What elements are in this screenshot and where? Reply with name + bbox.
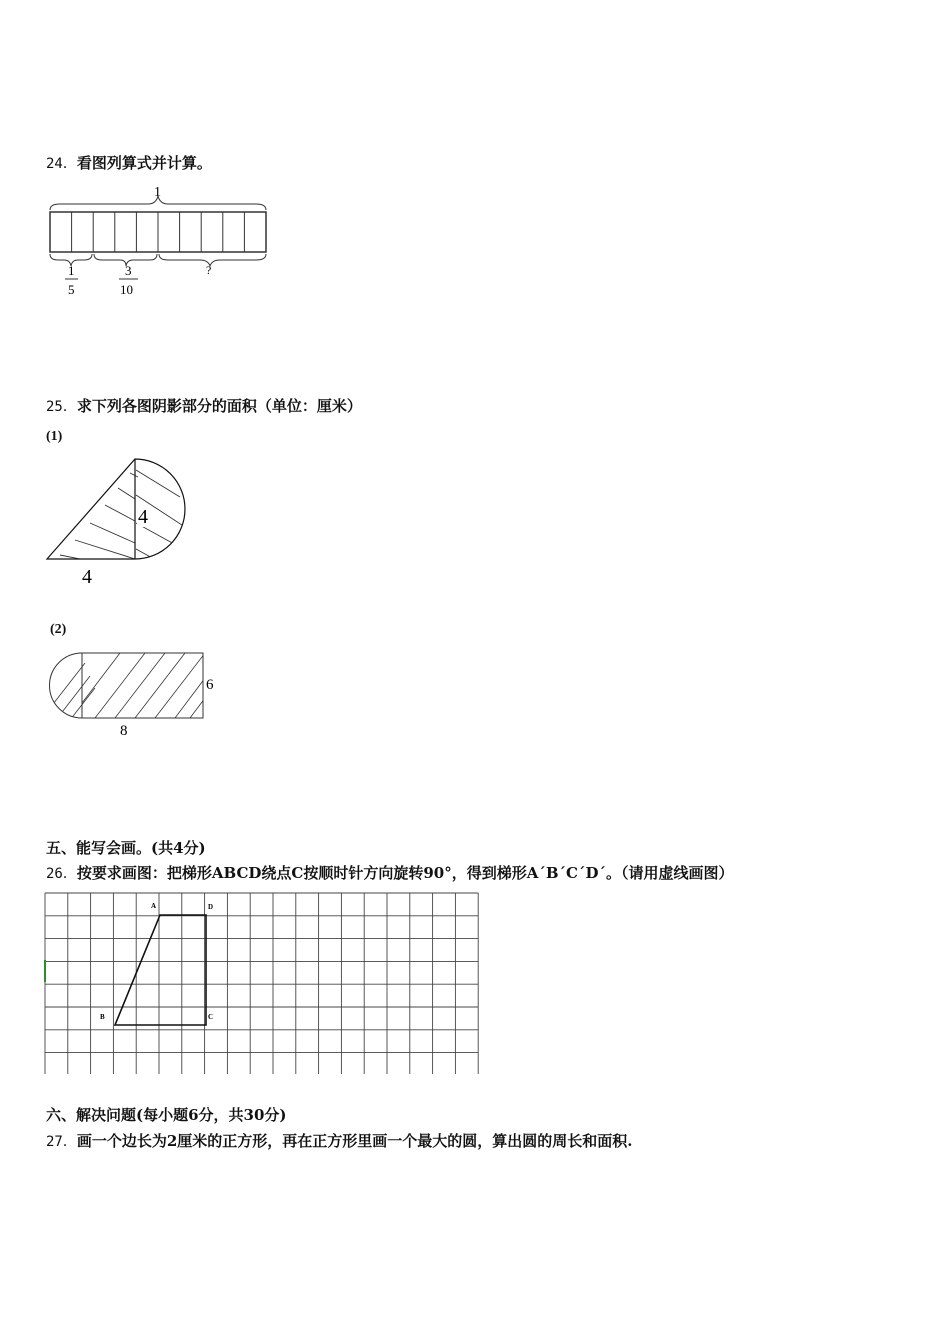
fraction2-numerator: 3 (125, 263, 132, 278)
unknown-label: ? (206, 263, 212, 277)
section-6-title: 六、解决问题(每小题6分，共30分) (46, 1106, 287, 1124)
figure-2-height-label: 6 (206, 677, 214, 693)
figure-1-label: (1) (46, 429, 63, 444)
question-25 (46, 395, 362, 416)
shaded-figure-1 (40, 455, 200, 590)
question-number: 26． (46, 866, 77, 882)
shaded-figure-2 (40, 648, 230, 743)
question-24 (46, 152, 212, 173)
question-number: 27． (46, 1134, 77, 1150)
question-text: 按要求画图：把梯形ABCD绕点C按顺时针方向旋转90°，得到梯形A´B´C´D´。（请用虚线画图） (76, 864, 734, 882)
figure-2-width-label: 8 (120, 723, 128, 739)
figure-1-height-label: 4 (138, 506, 148, 528)
point-a-label: A (151, 902, 157, 910)
question-number: 25． (46, 399, 77, 415)
figure-1-base-label: 4 (82, 566, 92, 588)
trapezoid-grid (44, 892, 480, 1074)
fraction1-denominator: 5 (68, 282, 75, 297)
question-27 (46, 1130, 633, 1151)
fraction2-denominator: 10 (120, 282, 133, 297)
fraction-bar-diagram (40, 180, 280, 305)
question-number: 24． (46, 156, 77, 172)
question-26 (46, 862, 733, 883)
question-text: 求下列各图阴影部分的面积（单位：厘米） (76, 397, 362, 415)
total-label: 1 (154, 185, 161, 200)
section-5-title: 五、能写会画。(共4分) (46, 839, 206, 857)
trapezoid-abcd (115, 915, 206, 1025)
figure-2-label: (2) (50, 622, 67, 637)
question-text: 画一个边长为2厘米的正方形，再在正方形里画一个最大的圆，算出圆的周长和面积. (76, 1132, 633, 1150)
point-c-label: C (208, 1013, 214, 1021)
fraction1-numerator: 1 (68, 263, 75, 278)
question-text: 看图列算式并计算。 (76, 154, 212, 172)
point-b-label: B (100, 1013, 105, 1021)
point-d-label: D (208, 903, 214, 911)
